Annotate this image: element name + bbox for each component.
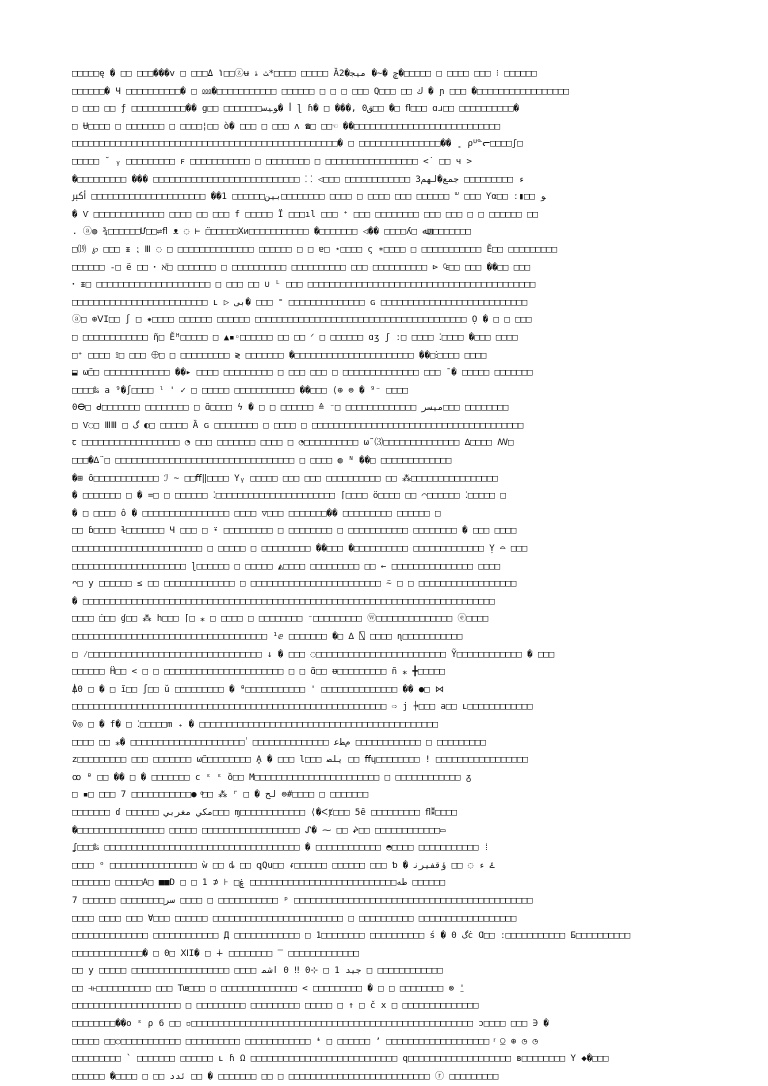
text-line: □□□□□□ �□□□□ □ □□ ﺋﺪﺩ □□ � □□□□□□□ □□ □ □□□□□□□□□□□□□□□□□□□□□□□□□□ ⓡ □□□□□□□□□ xyxy=(72,1071,499,1082)
text-line: □□□□ □□□□ □□□ Ɐ□□□ □□□□□□ □□□□□□□□□□□□□□□□□□□□□□□□ □ □□□□□□□□□□ □□□□□□□□□□□□□□□□□□ xyxy=(72,913,517,924)
text-line: □□□□□□□□□□□□□□□□□□□□□□□□□□□□□□□□□□□□ ¹ⅇ □□□□□□□ �□ ∆ ⍂ □□□□ ɳ□□□□□□□□□□□ xyxy=(72,632,463,642)
text-line: ⍋0 □ � □ ĭ□□ ∫□□ ŭ □□□□□□□□□ � ᶿ□□□□□□□□□□□ ' □□□□□□□□□□□□□□ �� ●□ ⋈ xyxy=(72,684,445,695)
text-line: □⁺ □□□□ ⟟□ □□□ ⨁□ □ □□□□□□□□□ ≷ □□□□□□□ �□□□□□□□□□□□□□□□□□□□□□□ ��□⁝□□□□ □□□□ xyxy=(72,350,487,361)
text-line: ꝏ ᶿ □□ �� □ � □□□□□□□ ϲ ᵋ ᵋ ȍ□□ M□□□□□□□□□□□□□□□□□□□□□□□ □ □□□□□□□□□□□□ ᵹ xyxy=(72,772,472,783)
text-line: □□□�∆̈ □ □□□□□□□□□□□□□□□□□□□□□□□□□□□□□□□□□ □ □□□□ ◍ ᴺ ��□ □□□□□□□□□□□□□ xyxy=(72,456,452,467)
text-line: ⬓ ω̃□□ □□□□□□□□□□□□ ��▸ □□□□ □□□□□□□□□ □ □□□ □□□ □ □□□□□□□□□□□□□□ □□□ ̄ � □□□□□ □□□□□□□ xyxy=(72,368,533,379)
text-line: �⊞ ȏ□□□□□□□□□□□□ ℐ ~ □□ﬀ‖□□□□ Yᵧ □□□□□ □□□ □□□ □□□□□□□□□□ □□ ⁂□□□□□□□□□□□□□□□□ xyxy=(72,473,498,484)
text-line: □□□□□□□□□□□□□□□□□□□□□□□□ □ □□□□□ □ □□□□□□□□□ ��□□□ �□□□□□□□□□□ □□□□□□□□□□□□□ Ỵ ⌓ □□□ xyxy=(72,544,528,555)
text-line: □□□□□ ˘ ᵧ □□□□□□□□□ ꜰ □□□□□□□□□□□ □ □□□□□□□□ □ □□□□□□□□□□□□□□□□□ <˙ □□ ч > xyxy=(72,156,472,167)
text-line: � □□□□□□□ □ � =□ □ □□□□□□ ⁚□□□□□□□□□□□□□□□□□□□□□□ ⌈□□□□ ö□□□□ □□ ⌒□□□□□□ ⁚□□□□□ □ xyxy=(72,491,506,502)
text-line: ﺳﺮ□□□□□□□□ □□□□□□ 7 □□□□ □ □□□□□□□□□□□ ᵖ □□□□□□□□□□□□□□□□□□□□□□□□□□□□□□□□□□□□□□□□□□□□ xyxy=(72,895,533,906)
text-line: □□□□□□□□□□□□□□ □□□□□□□□□□□□ Д □□□□□□□□□□□□ □ 1□□□□□□□□ □□□□□□□□□□ ś � گ 0ċ Ɑ□□ ː□□□□□□□□□□□ Б□□□□□□□□□□ xyxy=(72,931,631,942)
text-line: □ ▪□ □□□ 7 □□□□□□□□□□□● ͦ□□ ⁂ ⌜ □ � ﻟﺢ ⊜#□□□□ □ □□□□□□□ xyxy=(72,790,369,801)
text-line: ᴖ□ y □□□□□□ ≤ □□ □□□□□□□□□□□□□ □ □□□□□□□□□□□□□□□□□□□□□□□□ ⍨ □ □ □□□□□□□□□□□□□□□□□□ xyxy=(72,579,517,590)
text-line: □ Ʉ□□□□ □ □□□□□□□ □ □□□□¦□□ ὸ� □□□ □ □□□ ʌ ☎□ □□☜ ��□□□□□□□□□□□□□□□□□□□□□□□□□□□ xyxy=(72,121,501,132)
text-line: □□□□□□□□□□□□□□□□□□□□□□□□□□□□□□□□□□□□□□□□□□□□□□□□□� □ □□□□□□□□□□□□□□□�� ˳ ρᓑᓐᓕ□□□□ʃ□ xyxy=(72,139,523,150)
text-line: □□ y □□□□□ □□□□□□□□□□□□□□□□□□ □□□□ ﺟﻴﺪ 1 □ ⊹0 ‼ 0 ﺍﺷﻤ □ □□□□□□□□□□□□ xyxy=(72,966,443,977)
text-line: ṽ◎ □ � f� □ ⁚□□□□□m ₊ � □□□□□□□□□□□□□□□□□□□□□□□□□□□□□□□□□□□□□□□□□□□□ xyxy=(72,719,438,730)
text-line: □□□□□ę � □□ □□□���v □ □□□ݳ ߡ□□ⓩʉ ﺚ ﮤ*□□□□ □□□□□ Ȁ2�ݼ �∽� ﻣﯿﺠ�□□□□□ □ □□□□ □□□ ⁝ □□□□□□ xyxy=(72,69,537,79)
text-line: □□□□‰ a ⁹�∫□□□□ ˡ ' ✓ □ □□□□□ □□□□□□□□□□□ ��□□□ ⟨⊕ ⊜ � ⁹⁻ □□□□ xyxy=(72,385,408,396)
text-line: � □□□□□□□□□□□□□□□□□□□□□□□□□□□□□□□□□□□□□□□□□□□□□□□□□□□□□□□□□□□□□□□□□□□□□□□□□□□□ xyxy=(72,596,495,607)
text-line: . ⓐ◍ ¾□□□□□□Ư□□⇌ﬂ ᴥ ◌ ⊢ ̈□□□□□□Xᴎ□□□□□□□□□□□ �□□□□□□□ ◁�� □□□□ʎ□ ﷲ□□□□□□□□ xyxy=(72,227,471,238)
text-line: □□□□□ □□○□□□□□□□□□□□ □□□□□□□□□□ □□□□□□□□□□□□ ᶤ □ □□□□□□ ʼ □□□□□□□□□□□□□□□□□□□ ͬ ⍜ ⊕ ◷ ◷ xyxy=(72,1036,538,1047)
text-line: □□□□□□� Ч □□□□□□□□□□� □ ⅏�□□□□□□□□□□□ □□□□□□ □ □ □ □□□ Q□□□ □□ ك � ɲ □□□ �□□□□□□□□□□□□□□□□□ xyxy=(72,86,569,97)
text-line: □□ ɓ□□□□ ɫ□□□□□□□ Ч □□□ □ ⍣ □□□□□□□□□ □ □□□□□□□□ □ □□□□□□□□□□□ □□□□□□□□ � □□□ □□□□ xyxy=(72,526,517,537)
text-line: 0ⴱ□ ᑯ□□□□□□□ □□□□□□□□ □ ɑ̃□□□□ ϟ � □ ᠋□ □□□□□□ ≙ ⁻□ □□□□□□□□□□□□□ ﻣﯿﺴﺮ□□□ □□□□□□□□ xyxy=(72,403,509,414)
text-line: � Ѵ □□□□□□□□□□□□□ □□□□ □□ □□□ f □□□□□ Ï □□□ıl □□□ ⁺ □□□ □□□□□□□□ □□□ □□□ □ □ □□□□□□ □□ xyxy=(72,209,538,220)
text-line: □□□□□□□□□□□□□□□□□□□□ □ □□□□□□□□□ □□□□□□□□□ □□□□□ □ ↑ □ č x □ □□□□□□□□□□□□□□ xyxy=(72,1001,479,1012)
text-line: ʆ□□□‰ □□□□□□□□□□□□□□□□□□□□□□□□□□□□□□□□□□□□ � □□□□□□□□□□□□ ◓□□□□ □□□□□□□□□□□ ⁞ xyxy=(72,843,490,854)
text-line: □□□□□□ Ḧ□□ < □ □ □□□□□□□□□□□□□□□□□□□□□□ □ □ ɑ̃□□ ᵿ□□□□□□□□□ ñ ⁎ ╋□□□□□ xyxy=(72,667,445,678)
text-line: ꞏ ᵻ□ □□□□□□□□□□□□□□□□□□□□□ □ □□□ □□ ∪ ᴸ □□□ □□□□□□□□□□□□□□□□□□□□□□□□□□□□□□□□□□□□□□□□□□ xyxy=(72,280,536,291)
text-line: □⒆ ℘ □□□ ᵻ ⁏ Ⅲ ◌ □ □□□□□□□□□□□□□□ □□□□□□ □ □ ɐ□ ⋆□□□□ ς ∗□□□□ □ □□□□□□□□□□□ Ĕ□□ □□□□□□□□□ xyxy=(72,244,558,255)
text-line: □ □□□ □□ ƒ □□□□□□□□□□�� g□□ □□□□□□□ﻮﯿﺳ� ꟾ ɭ ɦ� □ ���, ﻖ0□□ �□ ﬂ□□□ ɑɹ□□ □□□□□□□□□□� xyxy=(72,104,520,115)
text-line: □□□□□□□ □□□□□A□ ■■D □ □ ﻃﻪ□□□□□□□□□□□□□□□□□□□□□□□□□□□ ۼ□ ⊦ ⊄ 1 □□□□□□ xyxy=(72,878,446,889)
text-line: □□□□□□□□□□□□□□□□□□□□□□□□□ ʟ ▷ ﺑﻰ� □□□ ⁼ □□□□□□□□□□□□□□ ɢ □□□□□□□□□□□□□□□□□□□□□□□□□□□ xyxy=(72,297,528,308)
document-text-block xyxy=(72,66,696,1082)
text-line: □ Ѵ◌□ ⅢⅢ □ گ ◐□ □□□□□ Ȁ ɢ □□□□□□□□ □ □□□□ □ □□□□□□□□□□□□□□□□□□□□□□□□□□□□□□□□□□□□□□□ xyxy=(72,420,524,431)
text-line: □□□□□□□□□□□□□� □ 0□ ⅪI� □ ∔ □□□□□□□□ ̿ □□□□□□□□□□□□□ xyxy=(72,948,359,959)
text-line: �□□□□□□□□□ ��� □□□□□□□□□□□□□□□□□□□□□□□□□□□ ⸬ ◁□□□ □□□□□□□□□□□□ 3ء □□□□□□□□□ ﺟﻤﻊ�ﻟﻬﻢ xyxy=(72,174,524,185)
text-line: □□□□ ̇□□□ ɠ□□ ⁂ h□□□ ⌈□ ⁎ □ □□□□ □ □□□□□□□□ ⁻□□□□□□□□□ ⓦ□□□□□□□□□□□□□□ ⓔ□□□□ xyxy=(72,614,489,625)
text-line: □□□□□□□□��o ᵋ ⍴ 6 □□ ▫□□□□□□□□□□□□□□□□□□□□□□□□□□□□□□□□□□□□□□□□□□□□□□□□□□□□ ɔ□□□□ □□□ ∋ � xyxy=(72,1019,549,1030)
text-line: □□□□ ᵒ □□□□□□□□□□□□□□□□ ẁ □□ ȡ □□ ꝗQu□□ ᵳ□□□□□□ □□□□□□ □□□ ƅ � ۓ ء ◌ □□ ؤﻗﻔﯿﺮﻧ xyxy=(72,860,495,871)
text-line: □ ⁄□□□□□□□□□□□□□□□□□□□□□□□□□□□□□□□□ ↓ � □□□ ◌□□□□□□□□□□□□□□□□□□□□□□□□ Ỹ□□□□□□□□□□□□ � □□□ xyxy=(72,649,555,660)
text-line: □ □□□□□□□□□□□□ ῆ□ Ĕᴴ□□□□□ □ ▲▪◦□□□□□□ □□ □□ ᐟ □ □□□□□□ ɑʒ ʃ ː□ □□□□ ⁚□□□□ �□□□ □□□□ xyxy=(72,332,518,343)
text-line: ﺑﯿﻦ□□□□□□ 1�� □□□□□□□□□□□□□□□□□□□□□ ﷳ□□□□□□□□ □□□□ □ □□□□ □□□ □□□□□□ ᐜ □□□ Ƴα□□ ː▮□□ ﻮ xyxy=(72,192,546,203)
text-line: □□□□□□ -□ ë □□ ꞏ ℵ̈□ □□□□□□□ □ □□□□□□□□□□ □□□□□□□□□□ □□□ □□□□□□□□□□ ⊳ ₠□□ □□□ ��□□ □□□ xyxy=(72,262,530,273)
text-line: □□□□ □□ ⁎� □□□□□□□□□□□□□□□□□□□□□ ٰ □□□□□□□□□□□□□□ ﻡﻄﻋ □□□□□□□□□□□□ □ □□□□□□□□□ xyxy=(72,737,486,748)
text-line: � □ □□□□ ô � □□□□□□□□□□□□□□□□ □□□□ ▽□□□ □□□□□□□�� □□□□□□□□□ □□□□□□ □ xyxy=(72,508,441,519)
text-line: □□□□□□□□□ ` □□□□□□□ □□□□□□ ʟ ɦ Ω □□□□□□□□□□□□□□□□□□□□□□□□□□□ q□□□□□□□□□□□□□□□□□□□ ʙ□□□□□□□□ Y ◆�□□□ xyxy=(72,1054,609,1065)
text-line: ꞇ □□□□□□□□□□□□□□□□□□ ◔ □□□ □□□□□□□ □□□□ □ ◔□□□□□□□□□□ ω̃ ⑶□□□□□□□□□□□□□□ ∆□□□□ ꟿ□ xyxy=(72,438,514,449)
text-line: ⓐ□ ⊕ⅤI□□ ∫ □ ✷□□□□ □□□□□□ □□□□□□ □□□□□□□□□□□□□□□□□□□□□□□□□□□□□□□□□□□□□□□ Ọ � □ □ □□□ xyxy=(72,315,532,326)
text-line: □□□□□□□ ɗ □□□□□□ ﻣﻜﻲ ﻣﻐﺮﺑﻲ□□□ ɱ□□□□□□□□□□□□ ⟨�ᐸⱦ□□□ 5ȇ □□□□□□□□□ ﬂ⁑□□□□ xyxy=(72,807,457,818)
text-line: �□□□□□□□□□□□□□□□□ □□□□□ □□□□□□□□□□□□□□□□□□ ᔑ� ⁓ □□ ᖨ□□ □□□□□□□□□□□□▭ xyxy=(72,825,446,836)
text-line: □□ ⟛□□□□□□□□□□ □□□ Tᵫ□□□ □ □□□□□□□□□□□□□□ < □□□□□□□□□ � □ □ □□□□□□□□ ⊗ ⍘ xyxy=(72,983,465,994)
text-line: ᴢ□□□□□□□□□ □□□ □□□□□□□ ω̃□□□□□□□□□ Ḁ � □□□ l□□□ ﯾﻠﺼ □□ ﬀɥ□□□□□□□□ ! □□□□□□□□□□□□□□□□□ xyxy=(72,755,528,766)
text-line: □□□□□□□□□□□□□□□□□□□□□ ɭ□□□□□□ □ □□□□□ ◭□□□□ □□□□□□□□□ □□ ← □□□□□□□□□□□□□□□ □□□□ xyxy=(72,561,501,572)
text-line: □□□□□□□□□□□□□□□□□□□□□□□□□□□□□□□□□□□□□□□□□□□□□□□□□□□□□□□□□□ ⇨ ϳ ⍆□□□ a□□ ʟ□□□□□□□□□□□□ xyxy=(72,702,533,713)
